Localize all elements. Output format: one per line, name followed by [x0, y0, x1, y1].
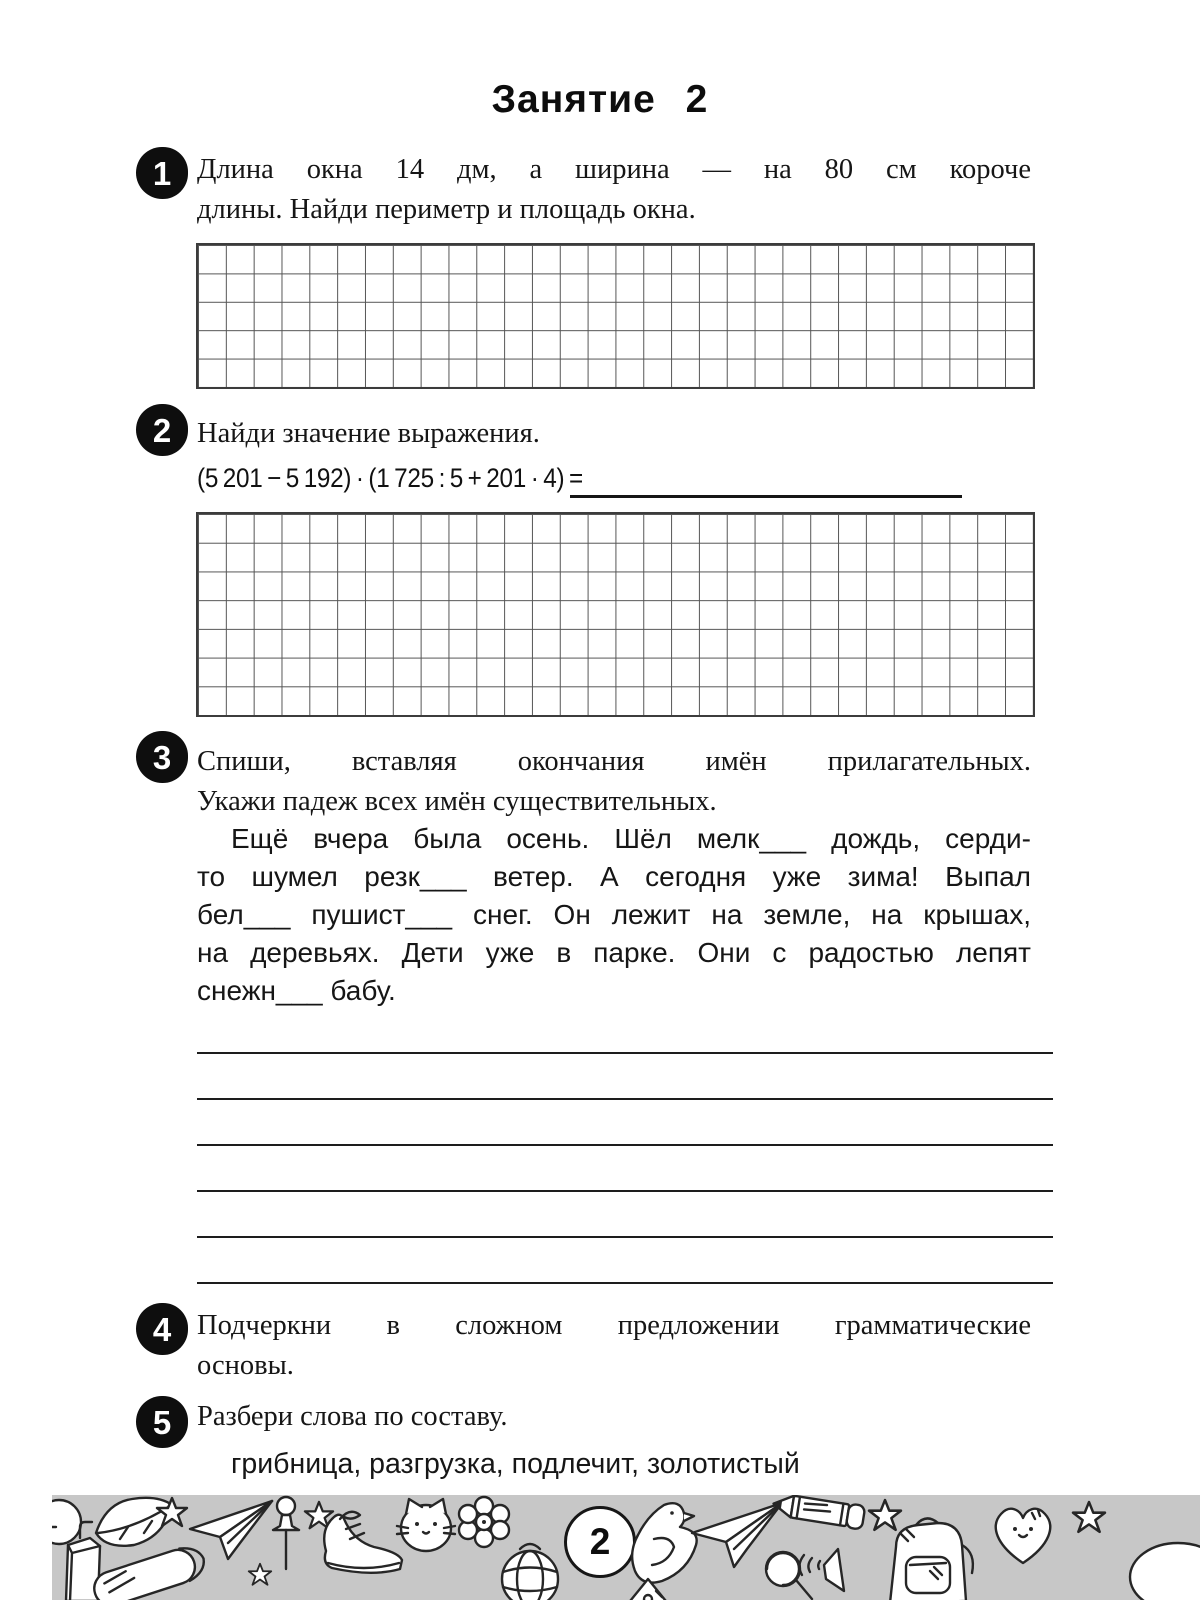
task-1-line-2: длины. Найди периметр и площадь окна. [197, 194, 696, 225]
megaphone-icon [794, 1543, 858, 1600]
task-3-heading [197, 742, 1031, 822]
task-3-paragraph-line-2: то шумел резк___ ветер. А сегодня уже зима! Выпал [197, 861, 1031, 892]
task-3-exercise-text [197, 820, 1031, 1010]
writing-line[interactable] [197, 1052, 1053, 1054]
task-5-number: 5 [152, 1403, 172, 1441]
speech-bubble-icon [1120, 1537, 1200, 1600]
task-2-answer-blank[interactable] [570, 495, 962, 498]
task-5-heading-line: Разбери слова по составу. [197, 1401, 508, 1432]
backpack-icon [874, 1513, 986, 1600]
task-4-text [197, 1306, 1031, 1386]
task-4-number: 4 [152, 1310, 172, 1348]
footer-doodle-band [52, 1495, 1200, 1600]
task-5-number-badge [136, 1396, 188, 1448]
task-5-heading [197, 1397, 1031, 1437]
task-3-paragraph-line-1: Ещё вчера была осень. Шёл мелк___ дождь, серди- [231, 823, 1031, 854]
cat-face-icon [394, 1496, 458, 1556]
task-2-heading-line: Найди значение выражения. [197, 418, 540, 449]
task-3-number-badge [136, 731, 188, 783]
task-2-expression: (5 201 − 5 192) · (1 725 : 5 + 201 · 4) = [197, 463, 583, 493]
task-2-number-badge [136, 404, 188, 456]
task-3-heading-line-2: Укажи падеж всех имён существительных. [197, 786, 717, 817]
house-doodle [618, 1573, 678, 1600]
task-3-paragraph-line-3: бел___ пушист___ снег. Он лежит на земле, на крышах, [197, 899, 1031, 930]
writing-line[interactable] [197, 1144, 1053, 1146]
writing-line[interactable] [197, 1282, 1053, 1284]
globe-icon [490, 1543, 570, 1600]
task-2-heading [197, 414, 1031, 454]
star-icon [1072, 1501, 1106, 1535]
task-2-answer-grid[interactable] [196, 512, 1035, 717]
task-4-number-badge [136, 1303, 188, 1355]
task-3-number: 3 [152, 738, 172, 776]
task-3-paragraph-line-4: на деревьях. Дети уже в парке. Они с радостью лепят [197, 937, 1031, 968]
task-2-number: 2 [152, 411, 172, 449]
writing-line[interactable] [197, 1236, 1053, 1238]
task-4-line-1: Подчеркни в сложном предложении грамматические [197, 1310, 1031, 1341]
task-1-line-1: Длина окна 14 дм, а ширина — на 80 см короче [197, 154, 1031, 185]
writing-line[interactable] [197, 1098, 1053, 1100]
task-4-line-2: основы. [197, 1350, 294, 1381]
push-pin-icon [268, 1495, 304, 1577]
task-1-number: 1 [152, 154, 172, 192]
task-1-answer-grid[interactable] [196, 243, 1035, 389]
task-3-paragraph-line-5: снежн___ бабу. [197, 975, 396, 1006]
task-3-heading-line-1: Спиши, вставляя окончания имён прилагательных. [197, 746, 1031, 777]
page-number: 2 [589, 1521, 611, 1562]
heart-icon [986, 1501, 1060, 1573]
task-5-words: грибница, разгрузка, подлечит, золотистый [231, 1448, 800, 1480]
page-title: Занятие 2 [491, 78, 709, 121]
task-1-text [197, 150, 1031, 230]
writing-line[interactable] [197, 1190, 1053, 1192]
task-1-number-badge [136, 147, 188, 199]
paper-plane-icon [184, 1497, 276, 1563]
